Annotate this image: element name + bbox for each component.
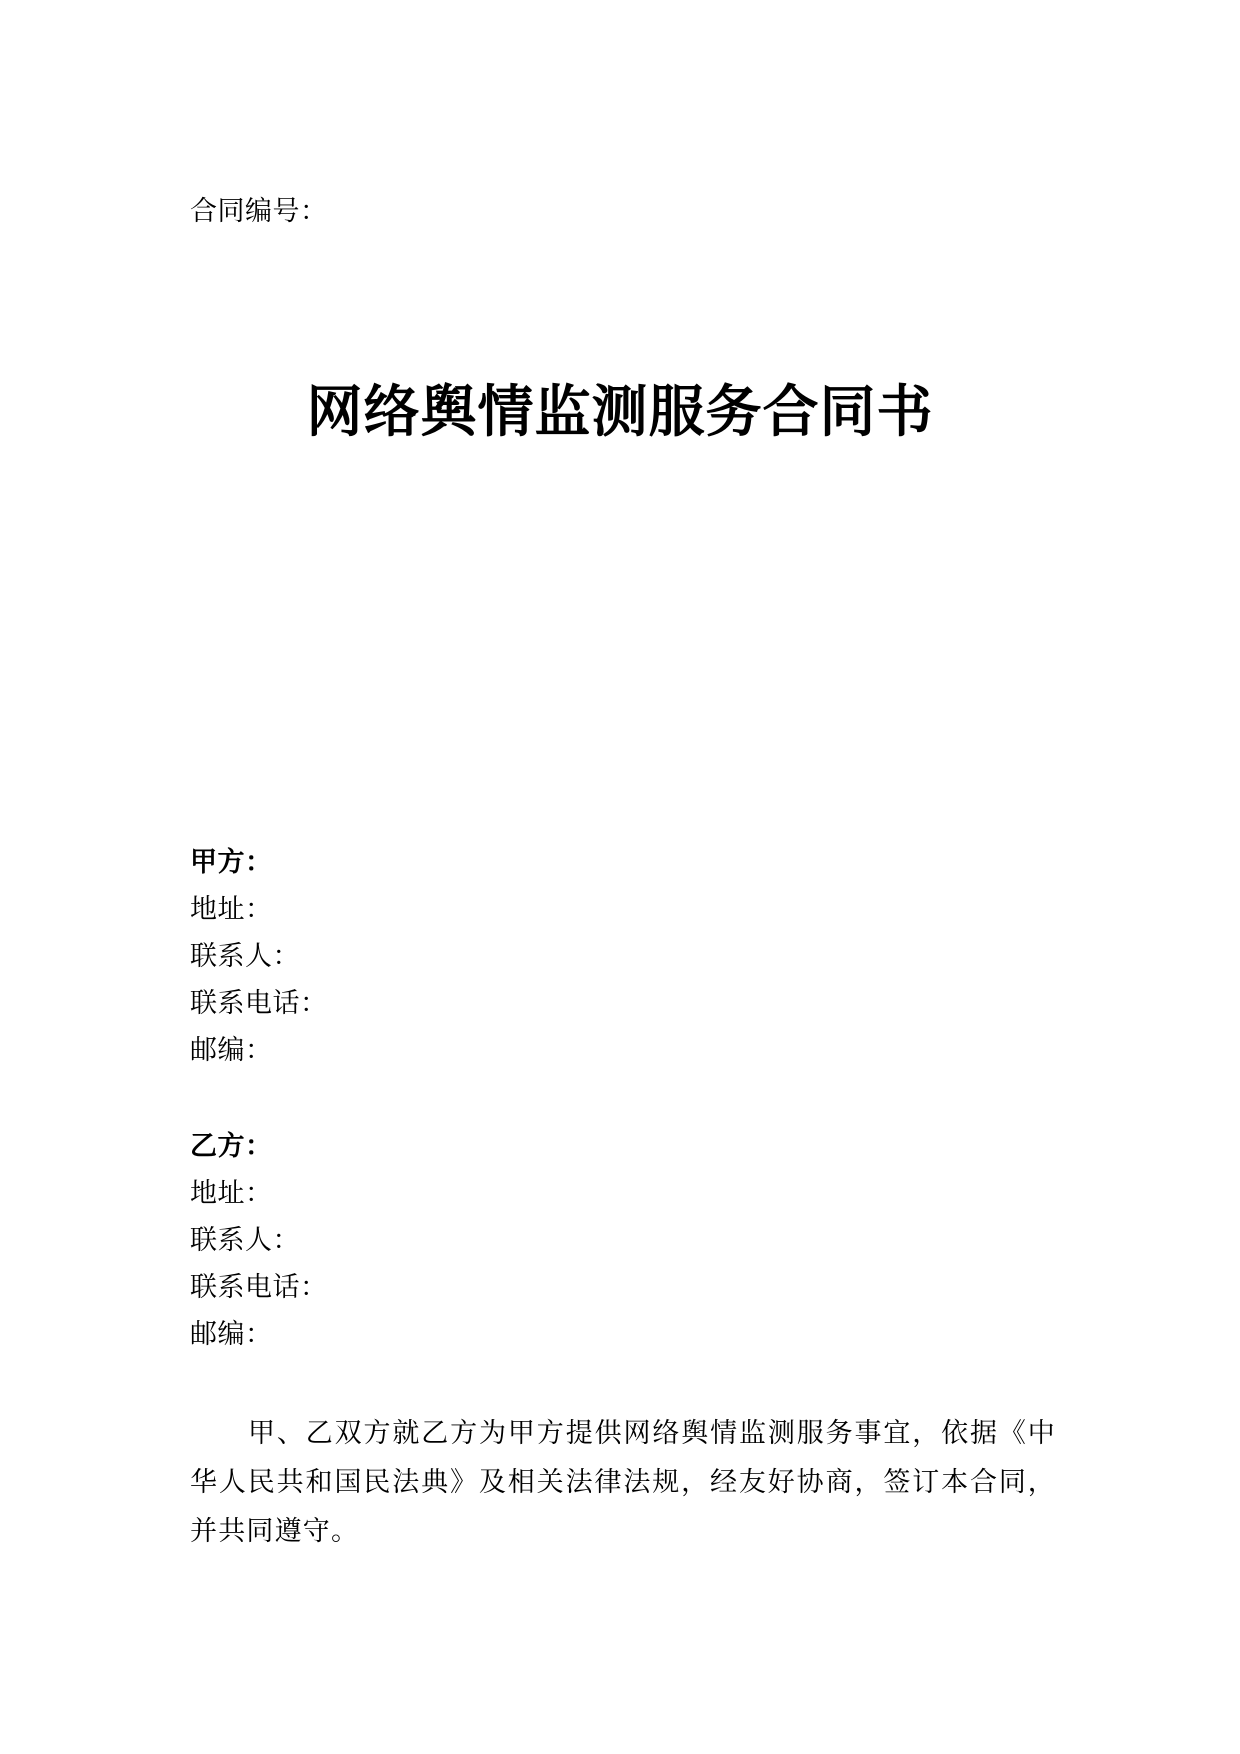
party-a-postcode-label: 邮编： [190, 1035, 273, 1066]
party-b-heading: 乙方： [190, 1131, 273, 1162]
party-a-contact-label: 联系人： [190, 941, 300, 972]
contract-number-label: 合同编号： [190, 196, 328, 227]
party-a-address-label: 地址： [190, 894, 273, 925]
party-b-postcode-label: 邮编： [190, 1319, 273, 1350]
party-b-address-label: 地址： [190, 1178, 273, 1209]
party-a-heading: 甲方： [190, 847, 273, 878]
document-title: 网络舆情监测服务合同书 [306, 380, 934, 445]
party-b-contact-label: 联系人： [190, 1225, 300, 1256]
party-a-phone-label: 联系电话： [190, 988, 328, 1019]
party-b-phone-label: 联系电话： [190, 1272, 328, 1303]
intro-paragraph: 甲、乙双方就乙方为甲方提供网络舆情监测服务事宜，依据《中华人民共和国民法典》及相关法律法规，经友好协商，签订本合同，并共同遵守。 [190, 1418, 1056, 1547]
